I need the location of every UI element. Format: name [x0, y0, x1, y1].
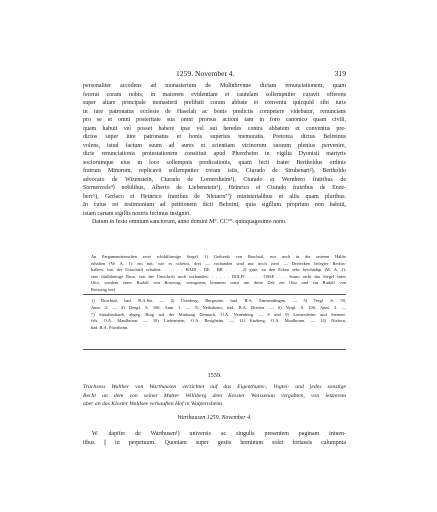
body-line: advocato de Wizenstein, Cturado de Lomersheim³), Cturado et Wernhero fratribus de [83, 176, 346, 183]
seal-note-line: Rosswag vor). [91, 286, 117, 292]
regest-line: Recht an dem von seiner Mutter Williberg dem Kloster Weissenau vergabten, von letzterem [83, 392, 346, 399]
regest-summary [83, 383, 346, 409]
body-line: super altare principale monasterii prelibati coram abbate et conventu quicquid sibi iuris [83, 100, 346, 106]
body-line: dictos super iure patronatus et bonis superius memoratis. Pretorea dictus Belreinus [83, 134, 346, 140]
footnote-line: bad. B.A. Pforzheim. [91, 325, 129, 331]
header-date: 1259. November 4. [176, 69, 235, 78]
body2-line: W. dapifer de Warthusen¹) universis ac singulis presentem paginam intuen- [92, 431, 346, 437]
body-line: In cuius rei testimonium ad petitionem dicti Belreini, quia sigillum proprium non habuit, [83, 202, 346, 208]
body-line: istam cartam sigillis nostris fecimus insigniri. [83, 210, 192, 217]
seal-note-line: Otto, sondern eines Rudolf von Rosswag; wenigstens kommen sonst um diese Zeit ein Otto und ein Rudolf von [91, 280, 346, 286]
body-line: Sternenvels⁴) nobilibus, Alberto de Liebenstein⁵), Heinrico et Cturado fratribus de Enze- [83, 185, 346, 191]
footnote-line: 1) Bruchsal, bad. B.A.Stz. — 2) Usenberg, Burgruine, bad. B.A. Emmendingen. — 3) Vergl. S. 59, [91, 298, 346, 303]
place-dateline: Warthausen 1259. November 4. [177, 415, 252, 421]
body-line: personaliter accedens ad monasterium de Mulinbrvnne dictam renunciationem, quam [83, 83, 346, 89]
seal-note-line: eine fünfblättrige Rose, von der Umschrift noch vorhanden: . . . . . DOLFI . . . . OSSE . . . Somit nicht das Siegel eines [91, 273, 346, 279]
seal-note-line: An Pergamentriemchen zwei schildförmige Siegel: 1) Gerhards von Bruchsal, nur noch in der unteren Hälfte [91, 254, 346, 259]
body-line: pro se et omni posteritate sua omni prorsus actioni tam in foro canonico quam civili, [83, 117, 346, 123]
section-divider [83, 349, 346, 350]
page-number: 319 [334, 69, 346, 78]
footnote-line: 7) Straubenhardt, abgeg. Burg auf der Markung Dennach, O.A. Neuenbürg. — 8 und 9) Lomersheim und Sternen- [91, 311, 346, 317]
body-line: quam habuit vel posset habere ipse vel sui heredes contra abbatem et conventus pre- [83, 125, 346, 132]
charter-body-text-2 [83, 430, 346, 447]
footnotes [91, 298, 346, 332]
footnote-divider [83, 294, 346, 295]
seal-description-note [91, 254, 346, 294]
body-line: sociorumque eius in loco sollempnis predicationis, quam fecit frater Bertholdus ordinis [83, 159, 346, 166]
page-header [83, 68, 346, 80]
body-line: fratrum Minorum, replicavit sollempniter coram istis, Cturado de Strubenart²), Bertholdo [83, 168, 346, 174]
datum-line: Datum in festo omnium sanctorum, anno domini M°. CC°°. quinquagesimo nono. [92, 219, 287, 225]
body-line: berc⁶), Gerlaco et Heinrico fratribus de Nieuern⁷⁾) ministerialibus et aliis quam pluribus. [83, 193, 346, 200]
document-number: 1559. [207, 372, 222, 379]
footnote-line: fels, O.A. Maulbronn. — 10) Liebenstein, O.A. Besigheim. — 11) Enzberg, O.A. Maulbronn. — 12) Nieforn, [91, 318, 346, 324]
seal-note-line: balken, von der Umschrift erhalten: . . . . . HADI . DE . BR . . . . 2) grün, an den Ecken sehr beschädigt (W. A. 1): [91, 267, 346, 273]
seal-note-line: erhalten (W. A. 1): ein mit, wie es scheint, drei — vorhanden sind nur noch zwei — Dreiecken belegter Rechts- [91, 260, 346, 266]
body-line: in iure patronatus ecclesie de Haselah ac bonis predictis competere videbatur, renuncians [83, 108, 346, 115]
body-line: volens, istud factum suum ad aures et scientiam vicinorum suorum plenius pervenire, [83, 142, 346, 149]
regest-line: Truchsess Walther von Warthausen verzichtet auf das Eigenthums-, Vogtei- und jedes sonstige [83, 384, 346, 390]
regest-line: aber an das Kloster Waldsee verkauften Hof in Walpertsheim. [83, 401, 224, 408]
footnote-line: Anm. 2. — 4) Dengl. S. 106, Anm. 1. — 5) Neibsheim, bad. B.A. Bretten. — 6) Vergl. S. 106, Anm. 2. — [91, 304, 346, 310]
body-line: fecerat coram nobis, in maiorem evidentiam et cautelam sollempniter curavit offerens [83, 91, 346, 98]
body2-line: tibus || in perpetuum. Quoniam super gestis hominum solet fortassis calumpnia [83, 439, 346, 446]
body-line: dicte renunciationis protestationem constituit apud Phorzheim in vigilia Dyonisii martyris [83, 151, 346, 157]
charter-body-text [83, 82, 346, 227]
